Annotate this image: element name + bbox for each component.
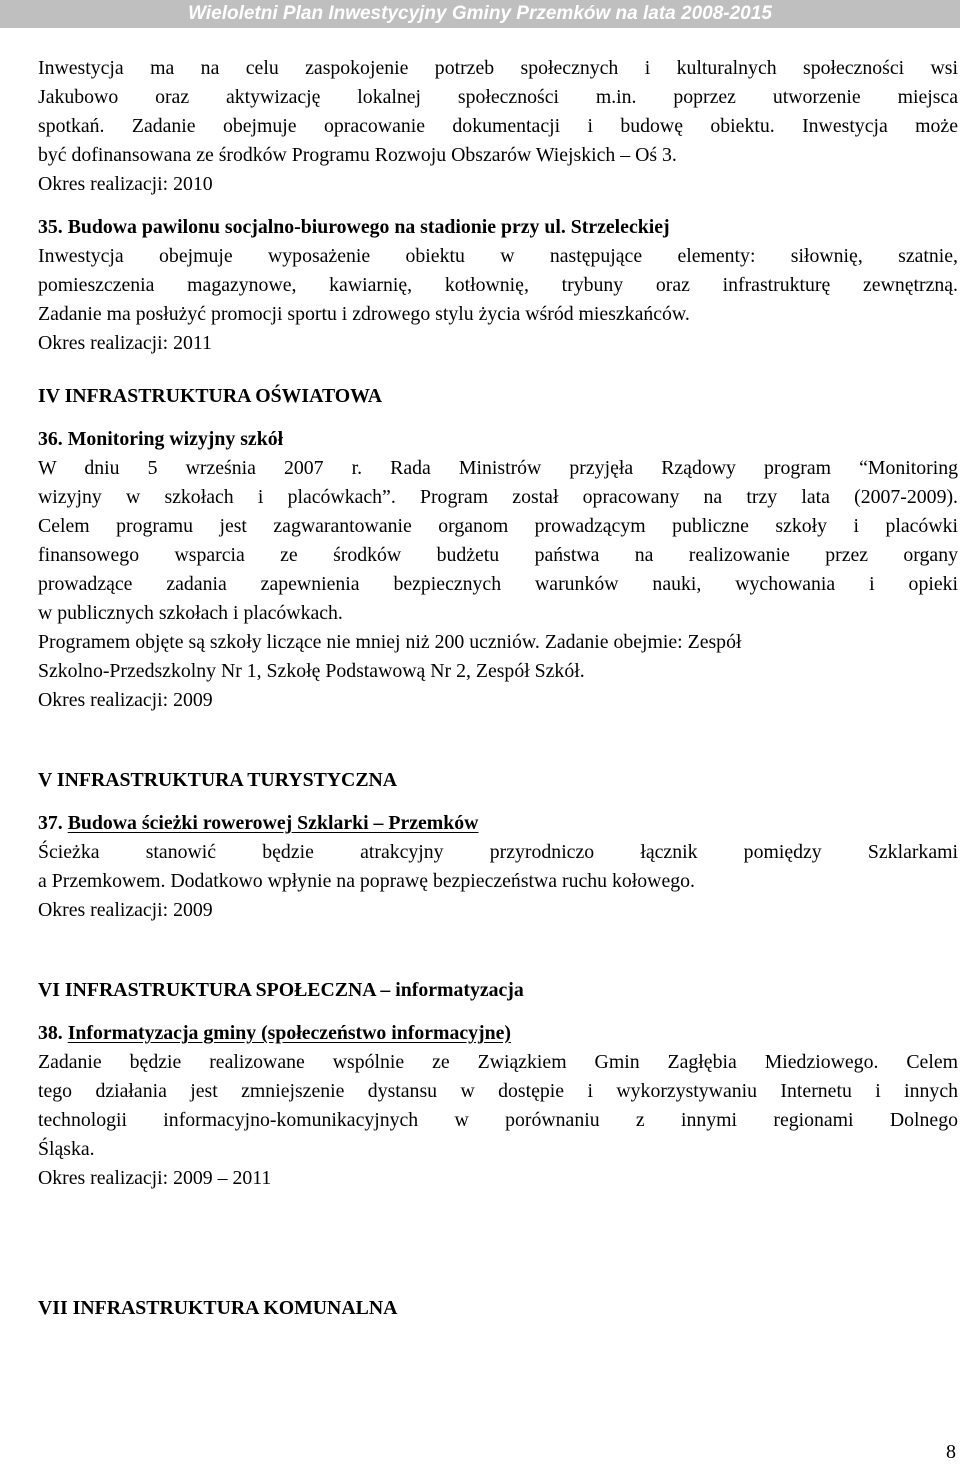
item-38-line-1: Zadanie będzie realizowane wspólnie ze Związkiem Gmin Zagłębia Miedziowego. Celem (38, 1051, 958, 1073)
item-35-line-2: pomieszczenia magazynowe, kawiarnię, kotłownię, trybuny oraz infrastrukturę zewnętrzną. (38, 274, 958, 296)
item-35-number: 35. (38, 216, 63, 238)
section-v-heading: V INFRASTRUKTURA TURYSTYCZNA (38, 769, 398, 791)
item-36-line-4: finansowego wsparcia ze środków budżetu państwa na realizowanie przez organy (38, 544, 958, 566)
item-36-number: 36. (38, 428, 63, 450)
section-vi-dash: – (375, 979, 396, 1001)
item-36-heading (38, 425, 958, 454)
item-35-period: Okres realizacji: 2011 (38, 332, 212, 354)
item-36-line-8: Szkolno-Przedszkolny Nr 1, Szkołę Podstawową Nr 2, Zespół Szkół. (38, 660, 585, 682)
item-36-line-1: W dniu 5 września 2007 r. Rada Ministrów przyjęła Rządowy program “Monitoring (38, 457, 958, 479)
item-38-number: 38. (38, 1022, 63, 1044)
item-36-title: Monitoring wizyjny szkół (67, 428, 284, 450)
section-vi-subtitle: informatyzacja (395, 979, 524, 1001)
intro-period: Okres realizacji: 2010 (38, 173, 213, 195)
intro-line-2: Jakubowo oraz aktywizację lokalnej społeczności m.in. poprzez utworzenie miejsca (38, 86, 958, 108)
section-vi-title: VI INFRASTRUKTURA SPOŁECZNA (38, 979, 376, 1001)
page-number: 8 (946, 1441, 956, 1463)
item-38-line-3: technologii informacyjno-komunikacyjnych w porównaniu z innymi regionami Dolnego (38, 1109, 958, 1131)
page-header: Wieloletni Plan Inwestycyjny Gminy Przemków na lata 2008-2015 (0, 0, 960, 28)
item-36-line-5: prowadzące zadania zapewnienia bezpiecznych warunków nauki, wychowania i opieki (38, 573, 958, 595)
item-35-title: Budowa pawilonu socjalno-biurowego na stadionie przy ul. Strzeleckiej (67, 216, 670, 238)
item-36-line-2: wizyjny w szkołach i placówkach”. Program został opracowany na trzy lata (2007-2009). (38, 486, 958, 508)
section-vii-heading: VII INFRASTRUKTURA KOMUNALNA (38, 1297, 398, 1319)
item-35-heading (38, 213, 958, 242)
item-38-line-2: tego działania jest zmniejszenie dystansu w dostępie i wykorzystywaniu Internetu i innych (38, 1080, 958, 1102)
item-37-title: Budowa ścieżki rowerowej Szklarki – Przemków (67, 812, 479, 834)
item-37-line-1: Ścieżka stanowić będzie atrakcyjny przyrodniczo łącznik pomiędzy Szklarkami (38, 841, 958, 863)
item-36-period: Okres realizacji: 2009 (38, 689, 213, 711)
item-37-period: Okres realizacji: 2009 (38, 899, 213, 921)
intro-line-4: być dofinansowana ze środków Programu Rozwoju Obszarów Wiejskich – Oś 3. (38, 144, 677, 166)
item-36-line-3: Celem programu jest zagwarantowanie organom prowadzącym publiczne szkoły i placówki (38, 515, 958, 537)
item-36-line-7: Programem objęte są szkoły liczące nie mniej niż 200 uczniów. Zadanie obejmie: Zespół (38, 631, 742, 653)
intro-line-1: Inwestycja ma na celu zaspokojenie potrzeb społecznych i kulturalnych społeczności wsi (38, 57, 958, 79)
section-vi-heading (38, 976, 958, 1005)
item-37-heading (38, 809, 958, 838)
item-37-number: 37. (38, 812, 63, 834)
item-35-line-3: Zadanie ma posłużyć promocji sportu i zdrowego stylu życia wśród mieszkańców. (38, 303, 690, 325)
intro-line-3: spotkań. Zadanie obejmuje opracowanie dokumentacji i budowę obiektu. Inwestycja może (38, 115, 958, 137)
item-38-line-4: Śląska. (38, 1138, 95, 1160)
section-iv-heading: IV INFRASTRUKTURA OŚWIATOWA (38, 385, 383, 407)
item-36-line-6: w publicznych szkołach i placówkach. (38, 602, 343, 624)
document-body (38, 54, 958, 1323)
item-38-title: Informatyzacja gminy (społeczeństwo informacyjne) (67, 1022, 512, 1044)
item-37-line-2: a Przemkowem. Dodatkowo wpłynie na poprawę bezpieczeństwa ruchu kołowego. (38, 870, 695, 892)
item-38-period: Okres realizacji: 2009 – 2011 (38, 1167, 272, 1189)
item-38-heading (38, 1019, 958, 1048)
item-35-line-1: Inwestycja obejmuje wyposażenie obiektu w następujące elementy: siłownię, szatnie, (38, 245, 958, 267)
